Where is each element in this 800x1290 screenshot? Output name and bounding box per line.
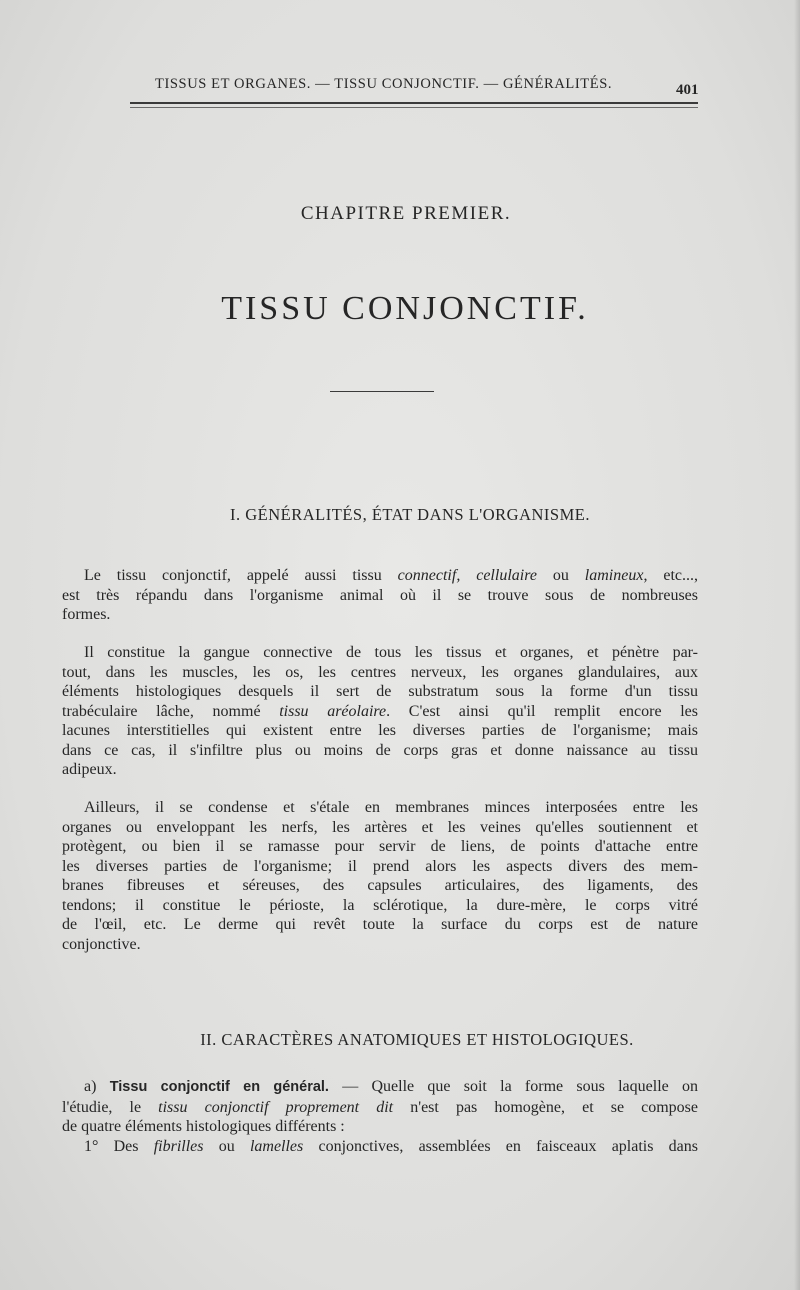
text-line: branes fibreuses et séreuses, des capsules articulaires, des ligaments, des xyxy=(62,877,698,894)
header-rule xyxy=(130,102,698,104)
text-line: tout, dans les muscles, les os, les centres nerveux, les organes glandulaires, aux xyxy=(62,663,698,681)
section-heading-caracteres: II. CARACTÈRES ANATOMIQUES ET HISTOLOGIQUES. xyxy=(200,1030,634,1049)
text-line: dans ce cas, il s'infiltre plus ou moins de corps gras et donne naissance au tissu xyxy=(62,741,698,759)
text-line: protègent, ou bien il se ramasse pour servir de liens, de points d'attache entre xyxy=(62,838,698,855)
running-head: TISSUS ET ORGANES. — TISSU CONJONCTIF. — GÉNÉRALITÉS. xyxy=(155,76,613,92)
text-line: a) Tissu conjonctif en général. — Quelle que soit la forme sous laquelle on xyxy=(84,1078,698,1095)
text-line: Ailleurs, il se condense et s'étale en membranes minces interposées entre les xyxy=(84,799,698,816)
text-line: l'étudie, le tissu conjonctif proprement dit n'est pas homogène, et se compose xyxy=(62,1098,699,1116)
text-line: conjonctive. xyxy=(62,935,141,953)
text-line: 1° Des fibrilles ou lamelles conjonctives, assemblées en faisceaux aplatis dans xyxy=(84,1137,699,1155)
text-line: de l'œil, etc. Le derme qui revêt toute la surface du corps est de nature xyxy=(62,916,698,933)
paragraph-intro xyxy=(62,566,698,625)
header-rule-thin xyxy=(130,107,698,108)
paragraph-tissu-general xyxy=(62,1077,698,1156)
text-line: Il constitue la gangue connective de tous les tissus et organes, et pénètre par- xyxy=(84,644,698,661)
text-line: trabéculaire lâche, nommé tissu aréolaire. C'est ainsi qu'il remplit encore les xyxy=(62,702,699,720)
text-line: organes ou enveloppant les nerfs, les artères et les veines qu'elles soutiennent et xyxy=(62,818,698,836)
text-line: Le tissu conjonctif, appelé aussi tissu connectif, cellulaire ou lamineux, etc..., xyxy=(84,567,698,584)
title-rule xyxy=(330,391,434,392)
text-line: formes. xyxy=(62,606,111,623)
paragraph-gangue xyxy=(62,643,698,780)
chapter-heading: CHAPITRE PREMIER. xyxy=(300,203,512,224)
text-line: éléments histologiques desquels il sert de substratum sous la forme d'un tissu xyxy=(62,683,698,700)
chapter-title: TISSU CONJONCTIF. xyxy=(221,290,589,327)
text-line: adipeux. xyxy=(62,761,117,778)
text-line: est très répandu dans l'organisme animal où il se trouve sous de nombreuses xyxy=(62,586,698,604)
paragraph-membranes xyxy=(62,798,698,954)
text-line: de quatre éléments histologiques différents : xyxy=(62,1118,345,1135)
page-number: 401 xyxy=(676,82,699,98)
page-edge-shadow xyxy=(794,0,800,1290)
section-heading-generalites: I. GÉNÉRALITÉS, ÉTAT DANS L'ORGANISME. xyxy=(230,505,590,524)
text-line: lacunes interstitielles qui existent entre les diverses parties de l'organisme; mais xyxy=(62,722,698,739)
text-line: tendons; il constitue le périoste, la sclérotique, la dure-mère, le corps vitré xyxy=(62,896,698,914)
text-line: les diverses parties de l'organisme; il prend alors les aspects divers des mem- xyxy=(62,857,698,875)
